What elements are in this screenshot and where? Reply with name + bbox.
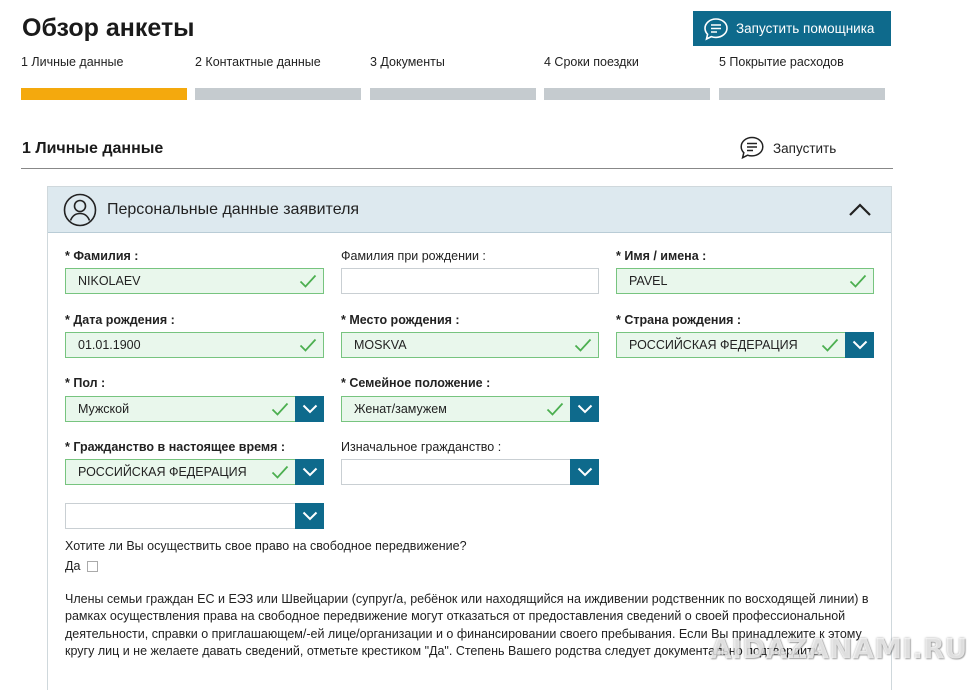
birth-place-label: * Место рождения :: [341, 313, 460, 327]
marital-status-label: * Семейное положение :: [341, 376, 491, 390]
free-movement-note: Члены семьи граждан ЕС и ЕЭЗ или Швейцарии (супруг/а, ребёнок или находящийся на иждивении родственник по восходящей линии) в рамках осуществления права на свободное передвижение могут отказаться от предоставления сведений о своей профессиональной деятельности, справки о приглашающем/-ей лице/организации и о финансировании своего пребывания. Если Вы принадлежите к этому кругу лиц и не желаете давать сведений, отметьте крестиком "Да". Степень Вашего родства следует документально подтвердить.: [65, 592, 869, 658]
birth-surname-field[interactable]: [341, 268, 599, 294]
check-icon: [821, 338, 839, 352]
section-title: 1 Личные данные: [22, 140, 164, 157]
free-movement-yes: [65, 559, 98, 573]
original-citizenship-select[interactable]: [341, 459, 599, 485]
sex-select[interactable]: [65, 396, 324, 422]
surname-field[interactable]: [65, 268, 324, 294]
birth-date-value: 01.01.1900: [78, 338, 141, 352]
chat-icon: [739, 135, 765, 161]
step-label: 1 Личные данные: [21, 55, 124, 69]
check-icon: [299, 274, 317, 288]
first-names-label: * Имя / имена :: [616, 249, 707, 263]
step-progress-bar: [370, 88, 536, 100]
first-names-value: PAVEL: [629, 274, 668, 288]
step-costs[interactable]: [719, 55, 885, 69]
run-assistant-link[interactable]: [739, 135, 836, 161]
step-documents[interactable]: [370, 55, 536, 69]
step-label: 5 Покрытие расходов: [719, 55, 844, 69]
watermark: AIDAZANAMI.RU: [710, 632, 967, 665]
surname-value: NIKOLAEV: [78, 274, 141, 288]
chevron-down-icon: [577, 467, 593, 477]
surname-label: * Фамилия :: [65, 249, 139, 263]
citizenship-label: * Гражданство в настоящее время :: [65, 440, 286, 454]
step-progress-bar: [719, 88, 885, 100]
step-label: 2 Контактные данные: [195, 55, 321, 69]
step-progress-bar: [195, 88, 361, 100]
dropdown-button[interactable]: [295, 459, 324, 485]
run-assistant-label: Запустить: [773, 140, 837, 156]
step-progress-bar: [21, 88, 187, 100]
page-title: Обзор анкеты: [22, 14, 195, 42]
step-label: 3 Документы: [370, 55, 445, 69]
dropdown-button[interactable]: [570, 396, 599, 422]
birth-country-select[interactable]: [616, 332, 874, 358]
step-label: 4 Сроки поездки: [544, 55, 639, 69]
step-progress-bar: [544, 88, 710, 100]
chevron-down-icon: [302, 467, 318, 477]
dropdown-button[interactable]: [845, 332, 874, 358]
start-assistant-label: Запустить помощника: [736, 21, 875, 36]
chevron-down-icon: [577, 404, 593, 414]
birth-surname-label: Фамилия при рождении :: [341, 249, 486, 263]
check-icon: [299, 338, 317, 352]
dropdown-button[interactable]: [295, 396, 324, 422]
step-contacts[interactable]: [195, 55, 361, 69]
panel-title: Персональные данные заявителя: [107, 201, 360, 218]
birth-place-field[interactable]: [341, 332, 599, 358]
section-divider: [21, 168, 893, 169]
original-citizenship-label: Изначальное гражданство :: [341, 440, 502, 454]
birth-date-field[interactable]: [65, 332, 324, 358]
chevron-down-icon: [852, 340, 868, 350]
additional-citizenship-select[interactable]: [65, 503, 324, 529]
check-icon: [271, 465, 289, 479]
birth-place-value: MOSKVA: [354, 338, 407, 352]
user-avatar-icon: [63, 193, 97, 227]
step-personal[interactable]: [21, 55, 187, 69]
yes-checkbox[interactable]: [87, 561, 98, 572]
free-movement-question: Хотите ли Вы осуществить свое право на свободное передвижение?: [65, 539, 467, 553]
first-names-field[interactable]: [616, 268, 874, 294]
chevron-down-icon: [302, 511, 318, 521]
check-icon: [849, 274, 867, 288]
sex-label: * Пол :: [65, 376, 106, 390]
dropdown-button[interactable]: [570, 459, 599, 485]
citizenship-select[interactable]: [65, 459, 324, 485]
chevron-down-icon: [302, 404, 318, 414]
marital-status-select[interactable]: [341, 396, 599, 422]
sex-value: Мужской: [78, 402, 130, 416]
yes-label: Да: [65, 559, 81, 573]
check-icon: [574, 338, 592, 352]
panel-header[interactable]: [48, 187, 891, 233]
step-dates[interactable]: [544, 55, 710, 69]
progress-steps: [21, 55, 885, 101]
citizenship-value: РОССИЙСКАЯ ФЕДЕРАЦИЯ: [78, 465, 247, 479]
birth-date-label: * Дата рождения :: [65, 313, 175, 327]
dropdown-button[interactable]: [295, 503, 324, 529]
chevron-up-icon[interactable]: [848, 201, 872, 217]
chat-icon: [703, 17, 729, 41]
birth-country-value: РОССИЙСКАЯ ФЕДЕРАЦИЯ: [629, 338, 798, 352]
start-assistant-button[interactable]: [693, 11, 891, 46]
marital-status-value: Женат/замужем: [354, 402, 447, 416]
check-icon: [271, 402, 289, 416]
birth-country-label: * Страна рождения :: [616, 313, 742, 327]
check-icon: [546, 402, 564, 416]
